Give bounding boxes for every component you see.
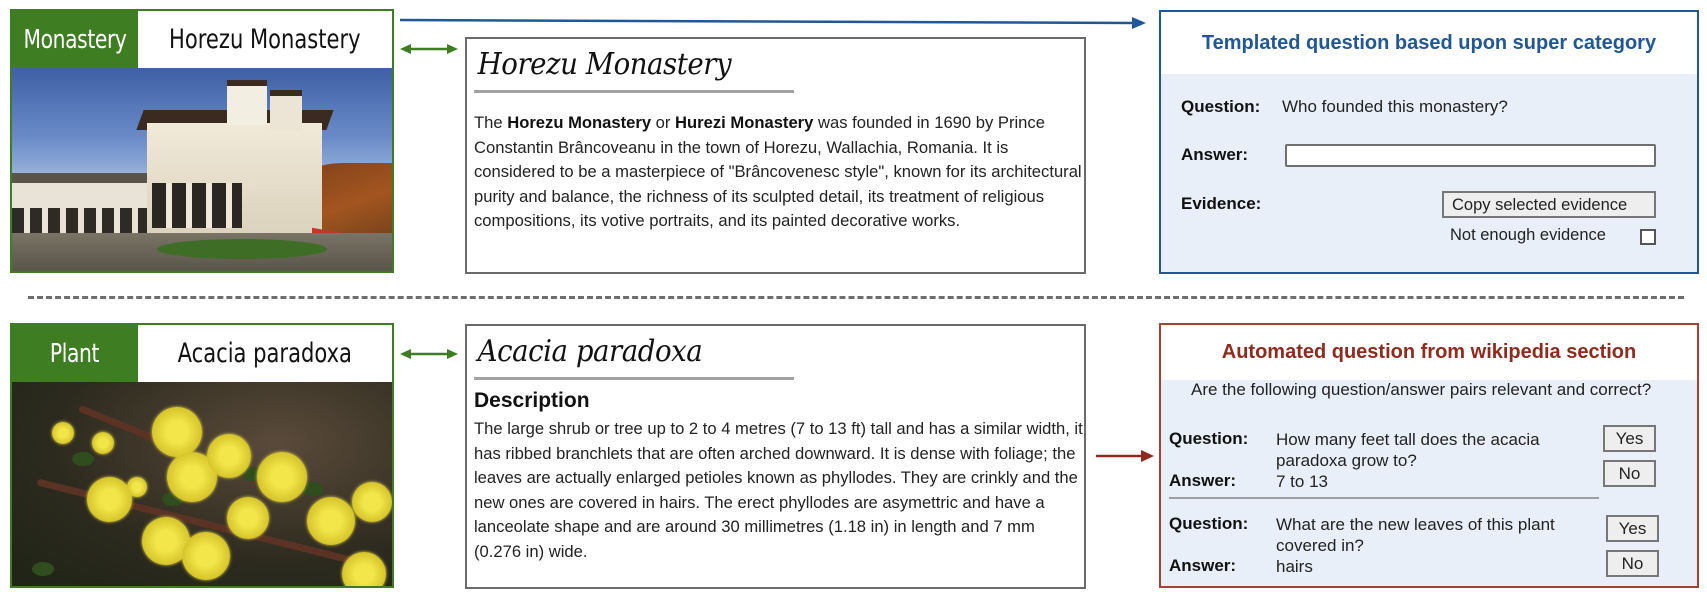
title-underline [474, 90, 794, 93]
entity-header [12, 11, 392, 68]
not-enough-evidence-checkbox[interactable] [1640, 229, 1656, 245]
answer-row [1181, 145, 1248, 165]
wiki-excerpt-plant [465, 324, 1086, 589]
entity-name [138, 11, 392, 68]
question-label: Question: [1169, 429, 1249, 448]
category-text: Plant [50, 338, 100, 369]
example-separator [28, 296, 1684, 299]
monastery-photo [12, 68, 392, 271]
question-text: Who founded this monastery? [1282, 97, 1508, 116]
panel-title: Automated question from wikipedia section [1161, 325, 1697, 380]
no-button[interactable]: No [1603, 460, 1656, 487]
answer-text: hairs [1276, 557, 1313, 576]
panel-title: Templated question based upon super category [1161, 12, 1697, 74]
entity-header [12, 325, 392, 382]
entity-name-text: Acacia paradoxa [177, 338, 353, 369]
not-enough-evidence-label: Not enough evidence [1450, 226, 1606, 244]
copy-selected-evidence-button[interactable]: Copy selected evidence [1442, 191, 1656, 218]
yes-button[interactable]: Yes [1603, 425, 1656, 452]
entity-wiki-link-bottom [400, 347, 460, 361]
acacia-photo [12, 382, 392, 586]
text-run: was founded in 1690 by Prince Constantin Brâncoveanu in the town of Horezu, Wallachia, Romania. It is considered to be a masterpiece of "Brâncovenesc style", known for its architectural purity and balance, the richness of its sculpted detail, its treatment of religious compositions, its votive portraits, and its painted decorative works. [474, 113, 1082, 230]
entity-wiki-link-top [400, 42, 460, 56]
answer-label: Answer: [1169, 471, 1237, 490]
title-underline [474, 377, 794, 380]
question-label: Question: [1181, 97, 1261, 116]
qa-divider [1169, 497, 1599, 499]
section-heading: Description [474, 389, 590, 412]
entity-name [138, 325, 392, 382]
entity-card-monastery [10, 9, 394, 273]
answer-input[interactable] [1285, 144, 1656, 167]
wiki-paragraph[interactable] [474, 111, 1084, 234]
relevance-prompt: Are the following question/answer pairs relevant and correct? [1191, 380, 1652, 399]
question-row [1181, 97, 1508, 117]
entity-to-templated-arrow [398, 12, 1148, 32]
text-run: or [651, 113, 676, 132]
templated-question-panel [1159, 10, 1699, 274]
yes-button[interactable]: Yes [1606, 515, 1659, 542]
automated-question-panel [1159, 323, 1699, 588]
evidence-label: Evidence: [1181, 194, 1262, 213]
wiki-title: Horezu Monastery [477, 47, 732, 82]
bold-term: Hurezi Monastery [675, 113, 814, 132]
question-text: How many feet tall does the acacia paradoxa grow to? [1276, 430, 1540, 470]
bold-term: Horezu Monastery [507, 113, 652, 132]
wiki-to-automated-arrow [1096, 449, 1156, 463]
wiki-excerpt-monastery [465, 37, 1086, 274]
text-run: The [474, 113, 508, 132]
entity-card-plant [10, 323, 394, 588]
wiki-title: Acacia paradoxa [477, 334, 703, 369]
category-label [12, 11, 138, 68]
question-label: Question: [1169, 514, 1249, 533]
answer-text: 7 to 13 [1276, 472, 1328, 491]
answer-label: Answer: [1169, 556, 1237, 575]
entity-name-text: Horezu Monastery [169, 24, 361, 55]
category-text: Monastery [23, 24, 127, 55]
wiki-paragraph[interactable]: The large shrub or tree up to 2 to 4 metres (7 to 13 ft) tall and has a similar width, it has ribbed branchlets that are often arched downward. It is dense with foliage; the leaves are actually enlarged petioles known as phyllodes. They are crinkly and the new ones are covered in hairs. The erect phyllodes are asymettric and have a lanceolate shape and are around 30 millimetres (1.18 in) in length and 7 mm (0.276 in) wide. [474, 419, 1083, 561]
question-text: What are the new leaves of this plant covered in? [1276, 515, 1555, 555]
evidence-row [1181, 194, 1261, 214]
answer-label: Answer: [1181, 145, 1249, 164]
no-button[interactable]: No [1606, 550, 1659, 577]
category-label [12, 325, 138, 382]
